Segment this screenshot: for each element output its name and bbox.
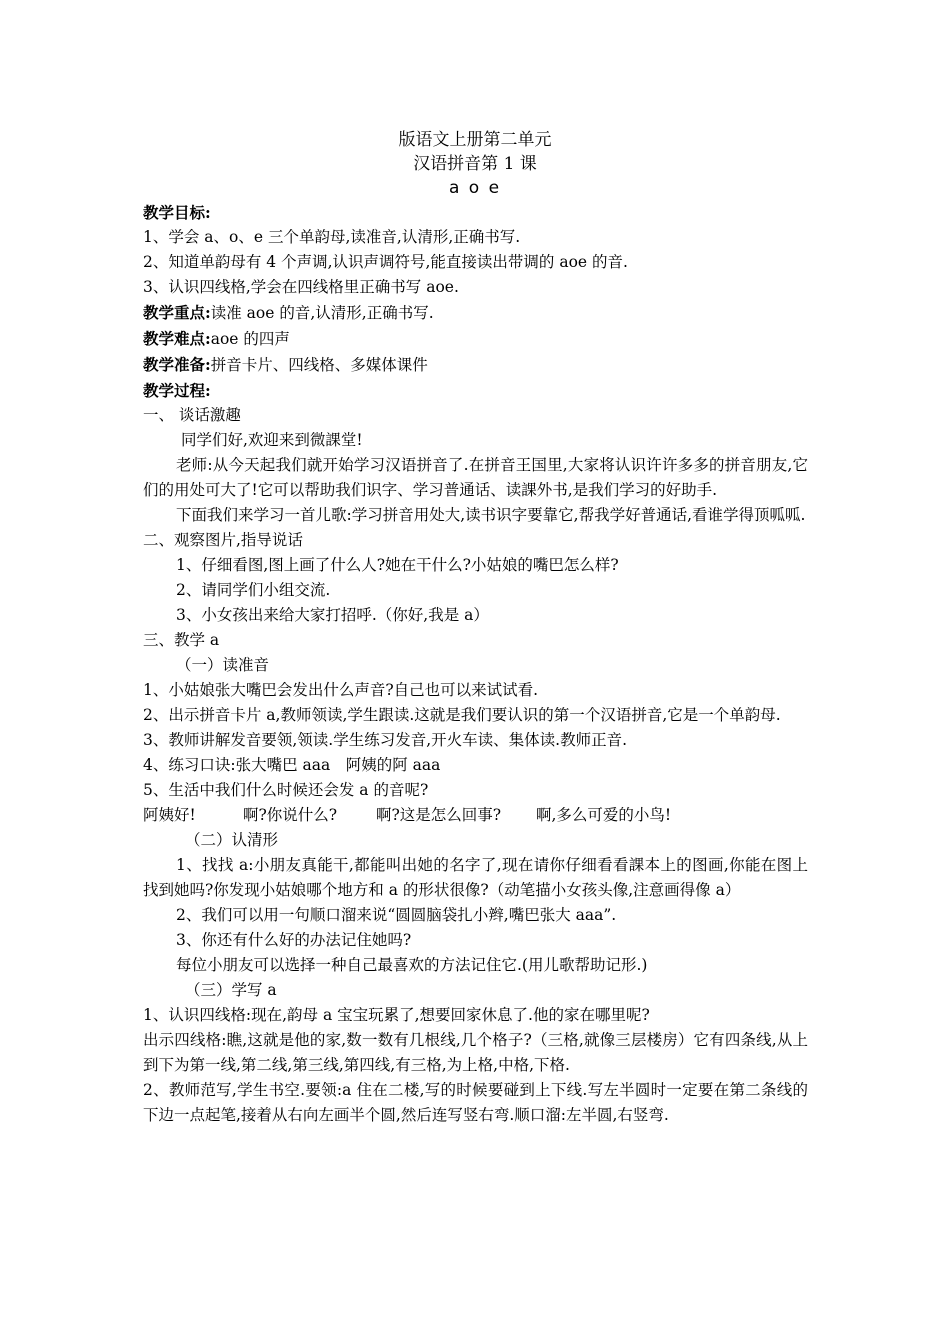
- section-3-item: 1、小姑娘张大嘴巴会发出什么声音?自己也可以来试试看.: [143, 681, 539, 699]
- example-phrase: 阿姨好!: [143, 806, 196, 824]
- focus-line: [143, 300, 808, 326]
- section-3-para: 2、我们可以用一句顺口溜来说“圆圆脑袋扎小辫,嘴巴张大 aaa”.: [176, 906, 617, 924]
- focus-label: 教学重点:: [143, 303, 211, 322]
- section-3-para: 3、你还有什么好的办法记住她吗?: [176, 931, 412, 949]
- section-1-para: 老师:从今天起我们就开始学习汉语拼音了.在拼音王国里,大家将认识许许多多的拼音朋友,它们的用处可大了!它可以帮助我们识字、学习普通话、读課外书,是我们学习的好助手.: [143, 456, 808, 499]
- examples-line: [143, 803, 808, 828]
- section-2-item: 3、小女孩出来给大家打招呼.（你好,我是 a）: [176, 606, 489, 624]
- goal-item: 2、知道单韵母有 4 个声调,认识声调符号,能直接读出带调的 aoe 的音.: [143, 253, 628, 271]
- title-block: [0, 128, 950, 200]
- focus-text: 读准 aoe 的音,认清形,正确书写.: [210, 304, 434, 322]
- subsection-title: （三）学写 a: [185, 981, 277, 999]
- section-1-para: 同学们好,欢迎来到微課堂!: [181, 431, 363, 449]
- example-phrase: 啊,多么可爱的小鸟!: [536, 806, 672, 824]
- section-3-title: 三、教学 a: [143, 631, 220, 649]
- section-1-para: 下面我们来学习一首儿歌:学习拼音用处大,读书识字要靠它,帮我学好普通话,看谁学得顶呱呱.: [176, 506, 806, 524]
- goal-item: 1、学会 a、o、e 三个单韵母,读准音,认清形,正确书写.: [143, 228, 521, 246]
- example-phrase: 啊?你说什么?: [243, 806, 338, 824]
- document-body: [143, 200, 808, 1128]
- doc-title-unit: 版语文上册第二单元: [398, 130, 552, 150]
- doc-title-lesson: 汉语拼音第 1 课: [413, 154, 537, 174]
- section-2-item: 2、请同学们小组交流.: [176, 581, 331, 599]
- section-3-item: 2、出示拼音卡片 a,教师领读,学生跟读.这就是我们要认识的第一个汉语拼音,它是一个单韵母.: [143, 706, 781, 724]
- section-3-para: 出示四线格:瞧,这就是他的家,数一数有几根线,几个格子?（三格,就像三层楼房）它有四条线,从上到下为第一线,第二线,第三线,第四线,有三格,为上格,中格,下格.: [143, 1031, 808, 1074]
- goals-heading: 教学目标:: [143, 203, 211, 222]
- difficulty-label: 教学难点:: [143, 329, 211, 348]
- section-3-para: 1、认识四线格:现在,韵母 a 宝宝玩累了,想要回家休息了.他的家在哪里呢?: [143, 1006, 650, 1024]
- section-3-item: 5、生活中我们什么时候还会发 a 的音呢?: [143, 781, 429, 799]
- section-3-para: 1、找找 a:小朋友真能干,都能叫出她的名字了,现在请你仔细看看課本上的图画,你能在图上找到她吗?你发现小姑娘哪个地方和 a 的形状很像?（动笔描小女孩头像,注意画得像 a）: [143, 856, 808, 899]
- section-1-title: 一、 谈话激趣: [143, 406, 241, 424]
- goal-item: 3、认识四线格,学会在四线格里正确书写 aoe.: [143, 278, 459, 296]
- subsection-title: （二）认清形: [185, 831, 279, 849]
- example-phrase: 啊?这是怎么回事?: [376, 806, 502, 824]
- difficulty-line: [143, 326, 808, 352]
- section-2-title: 二、观察图片,指导说话: [143, 531, 303, 549]
- prep-label: 教学准备:: [143, 355, 211, 374]
- section-3-item: 3、教师讲解发音要领,领读.学生练习发音,开火车读、集体读.教师正音.: [143, 731, 627, 749]
- section-2-item: 1、仔细看图,图上画了什么人?她在干什么?小姑娘的嘴巴怎么样?: [176, 556, 619, 574]
- process-heading: 教学过程:: [143, 381, 211, 400]
- prep-line: [143, 352, 808, 378]
- section-3-para: 2、教师范写,学生书空.要领:a 住在二楼,写的时候要碰到上下线.写左半圆时一定要在第二条线的下边一点起笔,接着从右向左画半个圆,然后连写竖右弯.顺口溜:左半圆,右竖弯.: [143, 1081, 808, 1124]
- prep-text: 拼音卡片、四线格、多媒体课件: [210, 356, 428, 374]
- difficulty-text: aoe 的四声: [210, 330, 290, 348]
- doc-title-letters: a o e: [448, 178, 502, 198]
- section-3-para: 每位小朋友可以选择一种自己最喜欢的方法记住它.(用儿歌帮助记形.): [176, 956, 648, 974]
- section-3-item: 4、练习口诀:张大嘴巴 aaa 阿姨的阿 aaa: [143, 756, 441, 774]
- subsection-title: （一）读准音: [176, 656, 270, 674]
